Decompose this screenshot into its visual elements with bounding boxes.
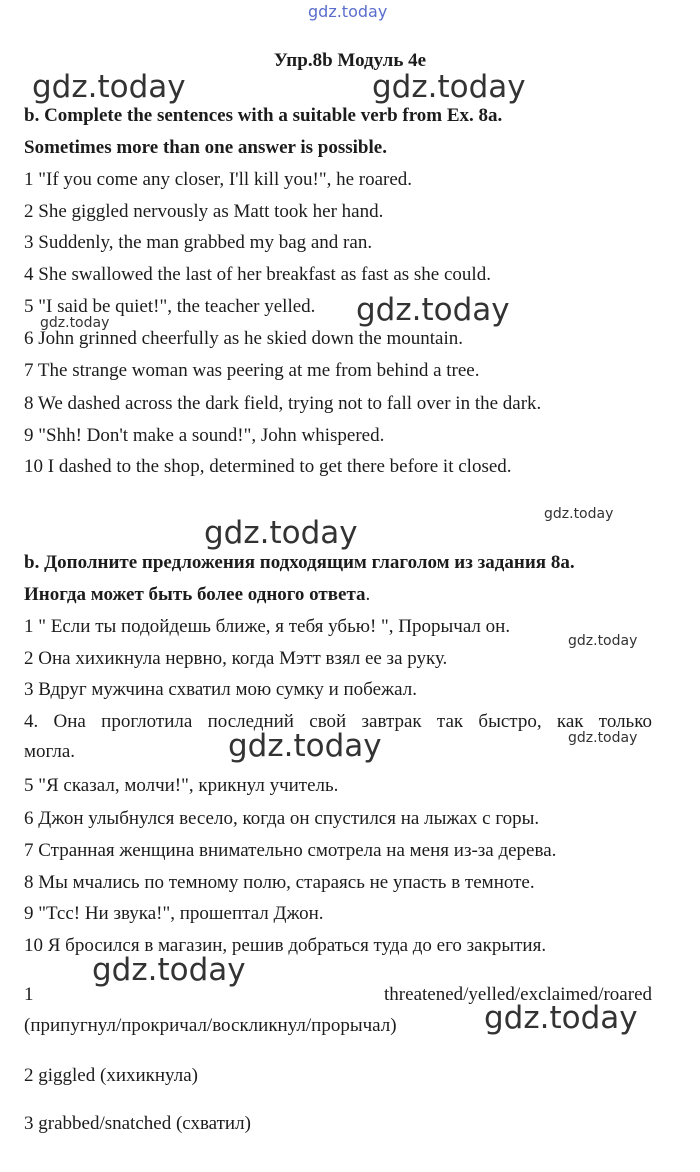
watermark: gdz.today [372, 69, 526, 105]
watermark: gdz.today [228, 728, 382, 764]
watermark: gdz.today [204, 515, 358, 551]
english-sentence-1: 1 "If you come any closer, I'll kill you!", he roared. [24, 169, 413, 190]
english-sentence-10: 10 I dashed to the shop, determined to get there before it closed. [24, 456, 512, 477]
answer-1-english: threatened/yelled/exclaimed/roared [384, 984, 652, 1005]
russian-sentence-1: 1 " Если ты подойдешь ближе, я тебя убью! ", Прорычал он. [24, 616, 511, 637]
english-sentence-7: 7 The strange woman was peering at me from behind a tree. [24, 360, 480, 381]
answer-1-number: 1 [24, 984, 34, 1005]
watermark: gdz.today [32, 69, 186, 105]
english-sentence-9: 9 "Shh! Don't make a sound!", John whispered. [24, 425, 385, 446]
page-title: Упр.8b Модуль 4e [273, 50, 427, 71]
russian-sentence-5: 5 "Я сказал, молчи!", крикнул учитель. [24, 775, 339, 796]
watermark: gdz.today [40, 315, 110, 331]
russian-instruction-line-1: b. Дополните предложения подходящим глаголом из задания 8а. [24, 552, 575, 573]
english-sentence-6: 6 John grinned cheerfully as he skied down the mountain. [24, 328, 464, 349]
watermark: gdz.today [92, 952, 246, 988]
russian-sentence-8: 8 Мы мчались по темному полю, стараясь не упасть в темноте. [24, 872, 535, 893]
russian-sentence-7: 7 Странная женщина внимательно смотрела на меня из-за дерева. [24, 840, 557, 861]
russian-sentence-9: 9 "Тсс! Ни звука!", прошептал Джон. [24, 903, 324, 924]
english-instruction-line-1: b. Complete the sentences with a suitable verb from Ex. 8a. [24, 105, 503, 126]
watermark: gdz.today [568, 633, 638, 649]
english-sentence-4: 4 She swallowed the last of her breakfast as fast as she could. [24, 264, 491, 285]
russian-instruction-line-2 [24, 584, 370, 606]
russian-sentence-10: 10 Я бросился в магазин, решив добраться туда до его закрытия. [24, 935, 547, 956]
answer-3: 3 grabbed/snatched (схватил) [24, 1113, 251, 1134]
russian-sentence-4-continued: могла. [24, 741, 76, 762]
watermark: gdz.today [356, 292, 510, 328]
russian-instruction-line-2-period: . [365, 584, 371, 605]
english-sentence-8: 8 We dashed across the dark field, trying not to fall over in the dark. [24, 393, 542, 414]
english-sentence-2: 2 She giggled nervously as Matt took her hand. [24, 201, 384, 222]
watermark: gdz.today [568, 730, 638, 746]
english-sentence-5: 5 "I said be quiet!", the teacher yelled. [24, 296, 316, 317]
russian-sentence-2: 2 Она хихикнула нервно, когда Мэтт взял ее за руку. [24, 648, 448, 669]
russian-sentence-4: 4. Она проглотила последний свой завтрак так быстро, как только [24, 711, 652, 732]
english-sentence-3: 3 Suddenly, the man grabbed my bag and ran. [24, 232, 373, 253]
russian-instruction-line-2-text: Иногда может быть более одного ответа [24, 584, 366, 605]
english-instruction-line-2: Sometimes more than one answer is possible. [24, 137, 387, 158]
watermark: gdz.today [484, 1000, 638, 1036]
russian-sentence-3: 3 Вдруг мужчина схватил мою сумку и побежал. [24, 679, 417, 700]
russian-sentence-6: 6 Джон улыбнулся весело, когда он спустился на лыжах с горы. [24, 808, 540, 829]
answer-1-russian: (припугнул/прокричал/воскликнул/прорычал) [24, 1015, 397, 1036]
answer-2: 2 giggled (хихикнула) [24, 1065, 198, 1086]
watermark: gdz.today [544, 506, 614, 522]
watermark-top: gdz.today [308, 2, 388, 21]
